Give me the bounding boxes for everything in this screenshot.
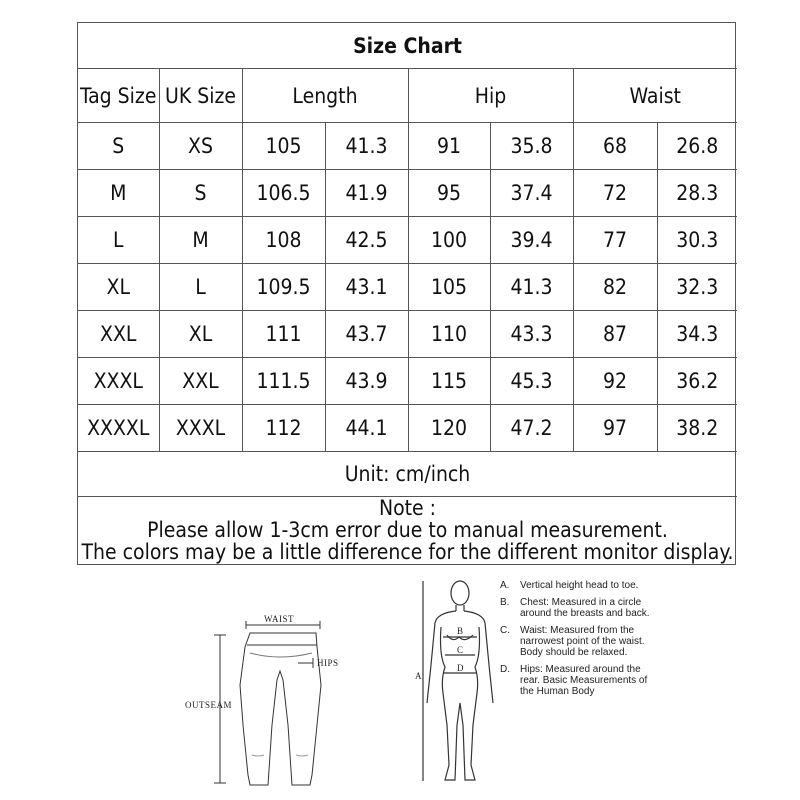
cell-hip-cm: 100 bbox=[408, 217, 490, 264]
legend-item bbox=[500, 625, 660, 658]
cell-length-in: 42.5 bbox=[325, 217, 408, 264]
cell-hip-in: 41.3 bbox=[490, 264, 573, 311]
cell-length-in: 43.9 bbox=[325, 358, 408, 405]
cell-uk: XS bbox=[159, 123, 242, 170]
cell-waist-in: 38.2 bbox=[657, 405, 737, 452]
measurement-legend bbox=[500, 580, 660, 703]
legend-item bbox=[500, 597, 660, 619]
legend-letter: C. bbox=[500, 625, 510, 636]
cell-length-cm: 111.5 bbox=[242, 358, 325, 405]
outseam-label: OUTSEAM bbox=[185, 700, 233, 710]
legend-item bbox=[500, 664, 660, 697]
cell-waist-in: 36.2 bbox=[657, 358, 737, 405]
legend-text: Waist: Measured from the narrowest point of the waist. Body should be relaxed. bbox=[520, 625, 645, 658]
cell-hip-cm: 105 bbox=[408, 264, 490, 311]
cell-hip-in: 45.3 bbox=[490, 358, 573, 405]
legend-letter: D. bbox=[500, 664, 510, 675]
legend-item bbox=[500, 580, 660, 591]
cell-hip-in: 35.8 bbox=[490, 123, 573, 170]
table-row bbox=[78, 123, 737, 170]
cell-tag: XXXL bbox=[78, 358, 159, 405]
cell-hip-in: 43.3 bbox=[490, 311, 573, 358]
cell-uk: XL bbox=[159, 311, 242, 358]
cell-waist-in: 32.3 bbox=[657, 264, 737, 311]
cell-length-cm: 112 bbox=[242, 405, 325, 452]
table-row bbox=[78, 311, 737, 358]
cell-waist-cm: 77 bbox=[573, 217, 657, 264]
cell-tag: M bbox=[78, 170, 159, 217]
header-length: Length bbox=[242, 69, 408, 123]
cell-waist-cm: 68 bbox=[573, 123, 657, 170]
legend-letter: B. bbox=[500, 597, 510, 608]
label-a: A bbox=[415, 671, 422, 681]
cell-length-in: 43.7 bbox=[325, 311, 408, 358]
header-waist: Waist bbox=[573, 69, 737, 123]
cell-waist-cm: 87 bbox=[573, 311, 657, 358]
note-heading: Note : bbox=[378, 496, 437, 520]
cell-hip-cm: 120 bbox=[408, 405, 490, 452]
note-line-1: Please allow 1-3cm error due to manual measurement. bbox=[147, 518, 668, 542]
table-row bbox=[78, 264, 737, 311]
size-chart-table bbox=[77, 22, 736, 565]
cell-length-in: 41.9 bbox=[325, 170, 408, 217]
legend-letter: A. bbox=[500, 580, 510, 591]
table-row bbox=[78, 358, 737, 405]
cell-waist-in: 28.3 bbox=[657, 170, 737, 217]
cell-hip-in: 37.4 bbox=[490, 170, 573, 217]
hips-label: HIPS bbox=[317, 658, 339, 668]
header-tag-size: Tag Size bbox=[78, 69, 159, 123]
cell-tag: XL bbox=[78, 264, 159, 311]
cell-waist-in: 30.3 bbox=[657, 217, 737, 264]
cell-length-in: 41.3 bbox=[325, 123, 408, 170]
legend-text: Vertical height head to toe. bbox=[520, 580, 639, 591]
cell-uk: S bbox=[159, 170, 242, 217]
chart-title: Size Chart bbox=[78, 23, 737, 69]
label-d: D bbox=[457, 663, 464, 673]
waist-label: WAIST bbox=[264, 614, 294, 624]
cell-length-cm: 111 bbox=[242, 311, 325, 358]
cell-tag: XXXXL bbox=[78, 405, 159, 452]
table-row bbox=[78, 170, 737, 217]
cell-tag: L bbox=[78, 217, 159, 264]
cell-tag: XXL bbox=[78, 311, 159, 358]
table-row bbox=[78, 217, 737, 264]
header-uk-size: UK Size bbox=[159, 69, 242, 123]
cell-waist-cm: 82 bbox=[573, 264, 657, 311]
unit-label: Unit: cm/inch bbox=[78, 452, 737, 497]
label-c: C bbox=[457, 645, 464, 655]
cell-length-cm: 108 bbox=[242, 217, 325, 264]
cell-hip-in: 39.4 bbox=[490, 217, 573, 264]
cell-tag: S bbox=[78, 123, 159, 170]
cell-hip-cm: 110 bbox=[408, 311, 490, 358]
cell-waist-in: 34.3 bbox=[657, 311, 737, 358]
note-block bbox=[78, 497, 737, 569]
cell-hip-cm: 95 bbox=[408, 170, 490, 217]
cell-uk: XXL bbox=[159, 358, 242, 405]
cell-uk: M bbox=[159, 217, 242, 264]
table-row bbox=[78, 405, 737, 452]
cell-length-cm: 109.5 bbox=[242, 264, 325, 311]
cell-hip-cm: 91 bbox=[408, 123, 490, 170]
leggings-diagram bbox=[180, 605, 380, 795]
legend-text: Hips: Measured around the rear. Basic Measurements of the Human Body bbox=[520, 664, 648, 697]
cell-hip-cm: 115 bbox=[408, 358, 490, 405]
label-b: B bbox=[457, 626, 464, 636]
cell-length-cm: 105 bbox=[242, 123, 325, 170]
cell-length-cm: 106.5 bbox=[242, 170, 325, 217]
cell-waist-cm: 97 bbox=[573, 405, 657, 452]
cell-waist-in: 26.8 bbox=[657, 123, 737, 170]
cell-uk: XXXL bbox=[159, 405, 242, 452]
cell-uk: L bbox=[159, 264, 242, 311]
cell-hip-in: 47.2 bbox=[490, 405, 573, 452]
cell-waist-cm: 72 bbox=[573, 170, 657, 217]
note-line-2: The colors may be a little difference for the different monitor display. bbox=[81, 540, 734, 564]
header-hip: Hip bbox=[408, 69, 573, 123]
legend-text: Chest: Measured in a circle around the breasts and back. bbox=[520, 597, 650, 619]
cell-length-in: 44.1 bbox=[325, 405, 408, 452]
cell-length-in: 43.1 bbox=[325, 264, 408, 311]
cell-waist-cm: 92 bbox=[573, 358, 657, 405]
